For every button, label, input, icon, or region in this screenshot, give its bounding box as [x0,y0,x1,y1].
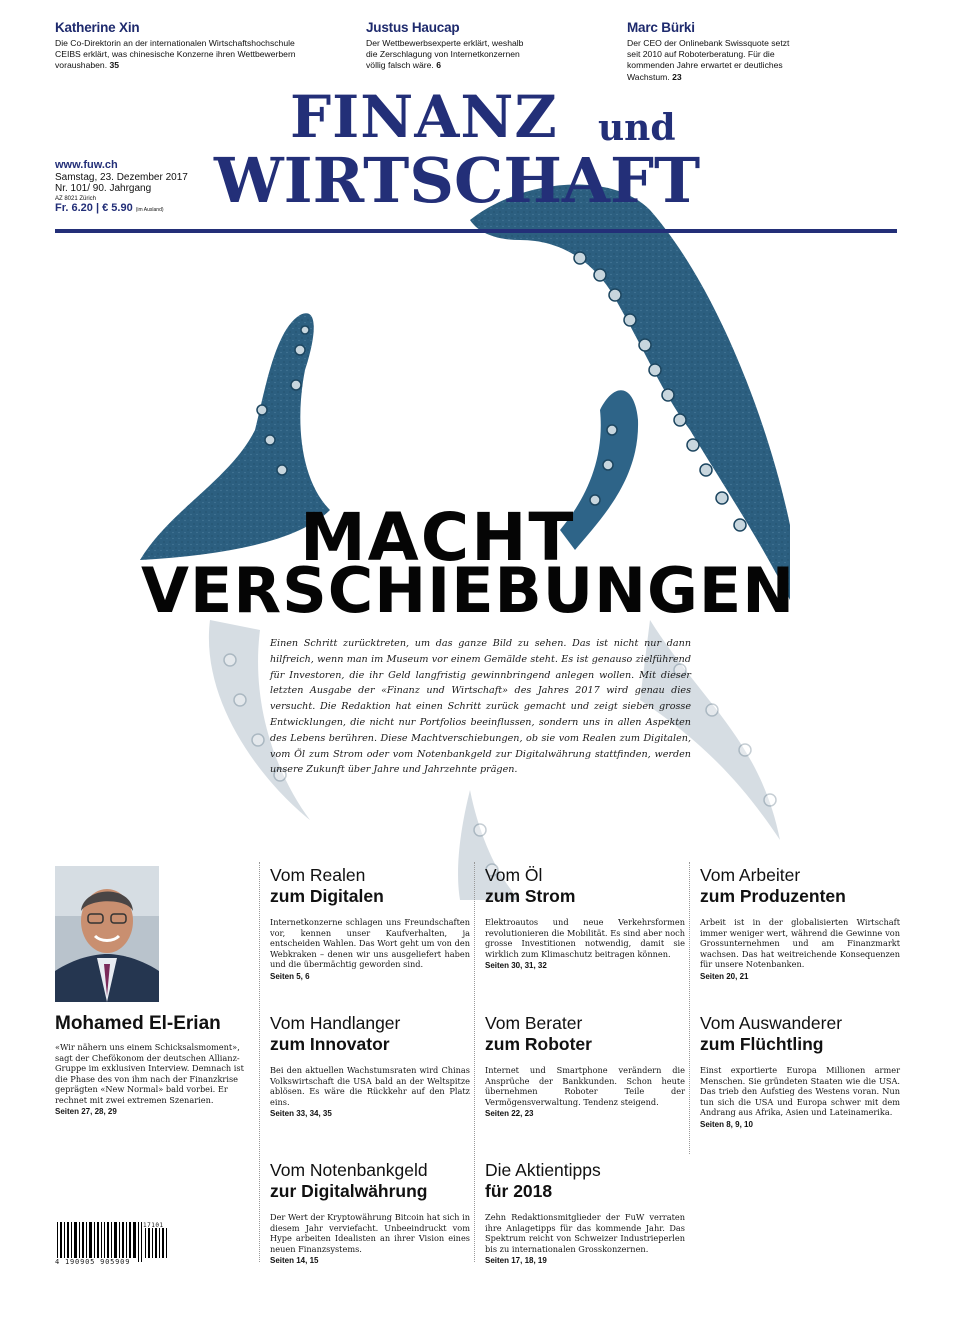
masthead-rule [55,229,897,233]
article-title-2: zum Innovator [270,1034,390,1054]
issue-az: AZ 8021 Zürich [55,195,97,202]
article-body: Arbeit ist in der globalisierten Wirtschaft immer weniger wert, während die Gewinne von Grossunternehmen und am Finanzmarkt wachsen. Das hat weitreichende Konsequenzen für unsere Notenbanken. [700,917,900,970]
article-body: Internetkonzerne schlagen uns Freundschaften vor, kennen unser Kaufverhalten, ja entscheiden Wahlen. Das Wort geht um von den Webkraken – denen wir uns ausgeliefert haben und die übermächtig geworden sind. [270,917,470,970]
article-title-2: zum Strom [485,886,576,906]
article-title-1: Vom Öl [485,865,543,885]
el-erian-photo [55,866,159,1002]
article-body: Internet und Smartphone verändern die Ansprüche der Bankkunden. Schon heute übernehmen Roboter Teile der Vermögensverwaltung. Tendenz steigend. [485,1065,685,1107]
article-pages: Seiten 33, 34, 35 [270,1109,332,1119]
barcode-addon: 17101 [143,1222,164,1229]
teaser-text: Der Wettbewerbsexperte erklärt, weshalb die Zerschlagung von Internetkonzernen völlig falsch wäre. 6 [366,38,524,71]
masthead-wirtschaft: WIRTSCHAFT [214,144,701,217]
article-pages: Seiten 30, 31, 32 [485,961,547,971]
teaser-xin[interactable] [55,20,305,72]
article-innovator[interactable] [270,1013,470,1118]
intro-text: Einen Schritt zurücktreten, um das ganze Bild zu sehen. Das ist nicht nur dann hilfreich, wenn man im Museum vor einem Gemälde steht. Es ist genauso zielführend für Investoren, die ihr Geld langfristig gewinnbringend anlegen wollen. Mit dieser letzten Ausgabe der «Finanz und Wirtschaft» des Jahres 2017 wird genau dies versucht. Die Redaktion hat einen Schritt zurück gemacht und zeigt sieben grosse Entwicklungen, die nicht nur Portfolios beeinflussen, sondern uns in allen Aspekten des Lebens berühren. Diese Machtverschiebungen, ob sie vom Realen zum Digitalen, vom Öl zum Strom oder vom Notenbankgeld zur Digitalwährung stattfinden, werden unsere Zukunft über Jahre und Jahrzehnte prägen. [270,638,691,776]
article-produzenten[interactable] [700,865,900,981]
article-roboter[interactable] [485,1013,685,1118]
article-title-1: Vom Arbeiter [700,865,801,885]
teaser-haucap[interactable] [366,20,526,72]
article-body: Elektroautos und neue Verkehrsformen revolutionieren die Mobilität. Es sind aber noch grosse Investitionen notwendig, damit sie wirklich zum Klimaschutz beitragen können. [485,917,685,959]
article-pages: Seiten 22, 23 [485,1109,534,1119]
article-digital[interactable] [270,865,470,981]
barcode-number: 4 190905 905909 [55,1258,131,1266]
article-strom[interactable] [485,865,685,970]
teaser-text: Die Co-Direktorin an der internationalen Wirtschaftshochschule CEIBS erklärt, was chinesische Konzerne ihren Wettbewerbern voraushaben. 35 [55,38,296,71]
article-title-2: zum Roboter [485,1034,592,1054]
person-pages: Seiten 27, 28, 29 [55,1107,117,1116]
article-aktientipps[interactable] [485,1160,685,1265]
issue-price: Fr. 6.20 | € 5.90 (im Ausland) [55,201,164,214]
article-title-1: Die Aktientipps [485,1160,601,1180]
article-pages: Seiten 5, 6 [270,971,310,981]
article-title-1: Vom Handlanger [270,1013,401,1033]
article-title-2: zum Digitalen [270,886,384,906]
article-title-2: zum Flüchtling [700,1034,824,1054]
article-body: Der Wert der Kryptowährung Bitcoin hat sich in diesem Jahr verviefacht. Unbeeindruckt vom Hype arbeiten Idealisten an ihrer Vision eines neuen Finanzsystems. [270,1212,470,1254]
person-name: Mohamed El-Erian [55,1013,221,1034]
article-fluechtling[interactable] [700,1013,900,1129]
person-text: «Wir nähern uns einem Schicksalsmoment», sagt der Chefökonom der deutschen Allianz-Gruppe im exklusiven Interview. Demnach ist die Phase des von ihm nach der Finanzkrise geprägten «New Normal» bald vorbei. Er rechnet mit zwei extremen Szenarien. [55,1042,244,1105]
teaser-name: Justus Haucap [366,20,460,35]
article-title-2: zum Produzenten [700,886,846,906]
masthead-und: und [598,107,676,149]
article-title-1: Vom Berater [485,1013,583,1033]
teaser-name: Katherine Xin [55,20,140,35]
teaser-text: Der CEO der Onlinebank Swissquote setzt seit 2010 auf Roboterberatung. Für die kommenden Jahre erwartet er deutliches Wachstum. 23 [627,38,790,82]
masthead-finanz: FINANZ [290,83,558,151]
website-link[interactable]: www.fuw.ch [55,159,118,171]
article-body: Bei den aktuellen Wachstumsraten wird Chinas Volkswirtschaft die USA bald an der Weltspitze ablösen. Es wäre die Rückkehr auf den Platz eins. [270,1065,470,1107]
teaser-buerki[interactable] [627,20,803,83]
article-pages: Seiten 8, 9, 10 [700,1119,753,1129]
teaser-name: Marc Bürki [627,20,695,35]
article-pages: Seiten 17, 18, 19 [485,1256,547,1266]
article-title-1: Vom Realen [270,865,366,885]
headline-line1: MACHT [300,499,576,576]
headline-line2: VERSCHIEBUNGEN [141,554,796,627]
article-pages: Seiten 20, 21 [700,971,749,981]
issue-number: Nr. 101/ 90. Jahrgang [55,183,152,194]
article-title-2: zur Digitalwährung [270,1181,428,1201]
article-title-2: für 2018 [485,1181,553,1201]
article-title-1: Vom Notenbankgeld [270,1160,428,1180]
column-divider [474,862,475,1262]
article-body: Zehn Redaktionsmitglieder der FuW verraten ihre Anlagetipps für das kommende Jahr. Das Spektrum reicht von Schweizer Industrieperlen bis zu internationalen Grosskonzernen. [485,1212,685,1254]
article-body: Einst exportierte Europa Millionen armer Menschen. Sie gründeten Staaten wie die USA. Das trieb den Aufstieg des Westens voran. Nun tun sich die USA und Europa schwer mit dem Andrang aus Afrika, Asien und Lateinamerika. [700,1065,900,1118]
article-pages: Seiten 14, 15 [270,1256,319,1266]
issue-date: Samstag, 23. Dezember 2017 [55,171,188,183]
article-digitalwaehrung[interactable] [270,1160,470,1265]
column-divider [259,862,260,1262]
article-title-1: Vom Auswanderer [700,1013,843,1033]
column-divider [689,862,690,1154]
